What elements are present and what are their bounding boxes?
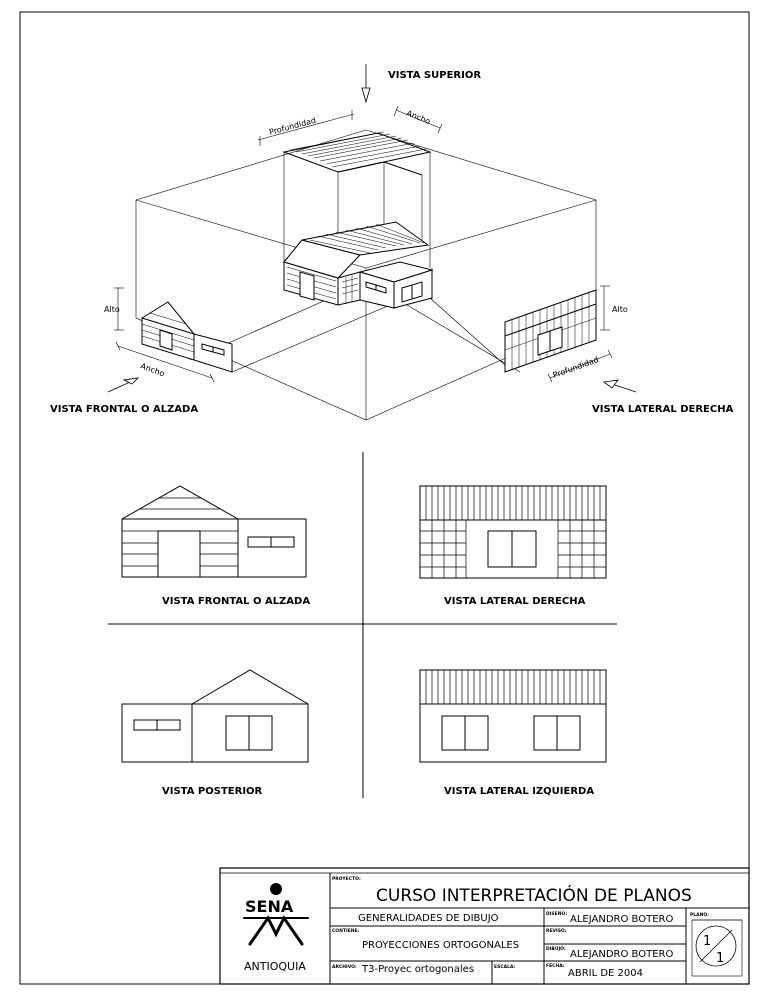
dim-depth-top: Profundidad (268, 115, 317, 137)
scale-label: ESCALA: (494, 965, 516, 970)
design-label: DISEÑO: (546, 912, 568, 917)
dim-width-left: Ancho (139, 361, 166, 379)
left-side-view (420, 670, 606, 762)
sheet-total: 1 (716, 951, 725, 966)
dim-width-top: Ancho (405, 108, 432, 127)
isometric-house (284, 222, 432, 308)
label-rear-view: VISTA POSTERIOR (162, 786, 263, 797)
top-plan-projection (284, 132, 430, 175)
region-text: ANTIOQUIA (244, 960, 306, 973)
dim-height-left: Alto (104, 305, 120, 314)
file-text: T3-Proyec ortogonales (362, 964, 475, 975)
sheet-label: PLANO: (690, 913, 710, 918)
drafter-text: ALEJANDRO BOTERO (570, 949, 674, 960)
content-text: PROYECCIONES ORTOGONALES (362, 940, 520, 951)
front-view (122, 486, 306, 577)
file-label: ARCHIVO: (332, 965, 357, 970)
project-label: PROYECTO: (332, 877, 361, 882)
review-label: REVISÓ: (546, 929, 567, 934)
content-label: CONTIENE: (332, 929, 360, 934)
label-right-view-iso: VISTA LATERAL DERECHA (592, 404, 734, 415)
label-front-view: VISTA FRONTAL O ALZADA (162, 596, 311, 607)
drawing-label: DIBUJÓ: (546, 947, 566, 952)
date-text: ABRIL DE 2004 (568, 968, 643, 979)
label-left-view: VISTA LATERAL IZQUIERDA (444, 786, 595, 797)
designer-text: ALEJANDRO BOTERO (570, 914, 674, 925)
dim-height-right: Alto (612, 305, 628, 314)
sheet-number: 1 (703, 934, 712, 949)
label-right-view: VISTA LATERAL DERECHA (444, 596, 586, 607)
sena-logo (244, 883, 308, 944)
title-block (220, 868, 749, 984)
sheet-border (20, 12, 749, 984)
rear-view (122, 670, 308, 762)
logo-text: SENA (245, 897, 294, 916)
label-front-view-iso: VISTA FRONTAL O ALZADA (50, 404, 199, 415)
right-side-view (420, 486, 606, 578)
subject-text: GENERALIDADES DE DIBUJO (358, 913, 499, 924)
project-title: CURSO INTERPRETACIÓN DE PLANOS (376, 886, 692, 906)
label-top-view: VISTA SUPERIOR (388, 70, 482, 81)
front-elevation-projection (142, 302, 232, 372)
dim-depth-right: Profundidad (551, 354, 600, 380)
date-label: FECHA: (546, 964, 565, 969)
